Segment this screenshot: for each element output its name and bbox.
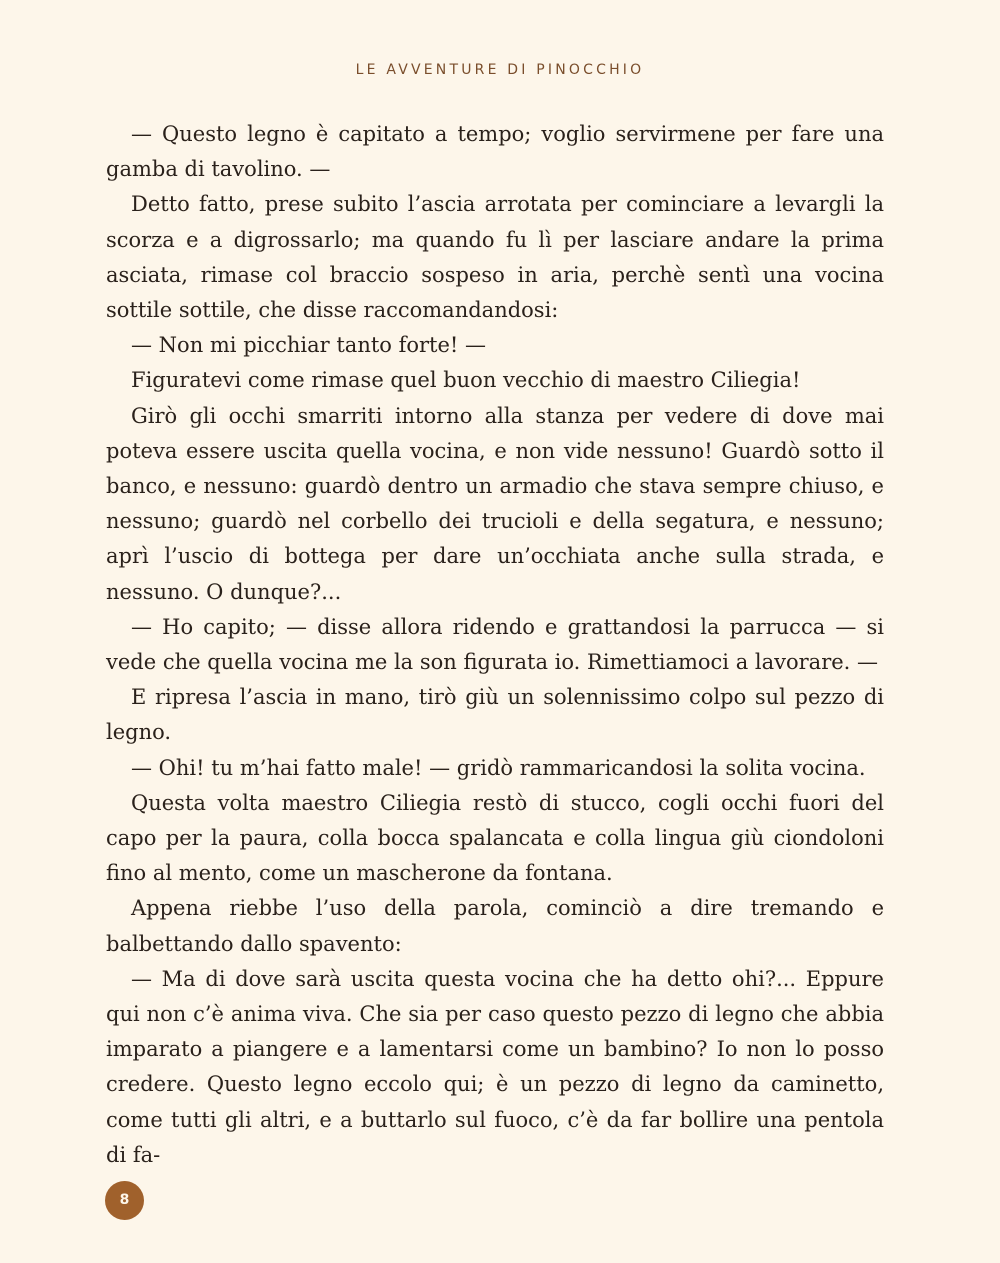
running-head: LE AVVENTURE DI PINOCCHIO (355, 62, 645, 78)
paragraph: E ripresa l’ascia in mano, tirò giù un solennissimo colpo sul pezzo di legno. (106, 685, 884, 745)
paragraph: Girò gli occhi smarriti intorno alla stanza per vedere di dove mai poteva essere uscita quella vocina, e non vide nessuno! Guardò sotto il banco, e nessuno: guardò dentro un armadio che stava sempre chiuso, e nessuno; guardò nel corbello dei trucioli e della segatura, e nessuno; aprì l’uscio di bottega per dare un’occhiata anche sulla strada, e nessuno. O dunque?... (106, 403, 884, 604)
paragraph: — Non mi picchiar tanto forte! — (131, 333, 487, 358)
paragraph: Questa volta maestro Ciliegia restò di stucco, cogli occhi fuori del capo per la paura, colla bocca spalancata e colla lingua giù ciondoloni fino al mento, come un mascherone da fontana. (106, 790, 884, 886)
paragraph: Appena riebbe l’uso della parola, cominciò a dire tremando e balbettando dallo spavento: (106, 896, 884, 956)
paragraph: — Ohi! tu m’hai fatto male! — gridò rammaricandosi la solita vocina. (131, 755, 866, 780)
body-text (106, 117, 884, 1173)
paragraph: Detto fatto, prese subito l’ascia arrotata per cominciare a levargli la scorza e a digrossarlo; ma quando fu lì per lasciare andare la prima asciata, rimase col braccio sospeso in aria, perchè sentì una vocina sottile sottile, che disse raccomandandosi: (106, 192, 884, 323)
paragraph: — Questo legno è capitato a tempo; voglio servirmene per fare una gamba di tavolino. — (106, 122, 884, 182)
page-number-badge: 8 (105, 1181, 144, 1220)
paragraph: Figuratevi come rimase quel buon vecchio di maestro Ciliegia! (131, 368, 801, 393)
paragraph: — Ho capito; — disse allora ridendo e grattandosi la parrucca — si vede che quella vocina me la son figurata io. Rimettiamoci a lavorare. — (106, 614, 884, 675)
paragraph: — Ma di dove sarà uscita questa vocina che ha detto ohi?... Eppure qui non c’è anima viva. Che sia per caso questo pezzo di legno che abbia imparato a piangere e a lamentarsi come un bambino? Io non lo posso credere. Questo legno eccolo qui; è un pezzo di legno da caminetto, come tutti gli altri, e a buttarlo sul fuoco, c’è da far bollire una pentola di fa- (106, 966, 884, 1167)
